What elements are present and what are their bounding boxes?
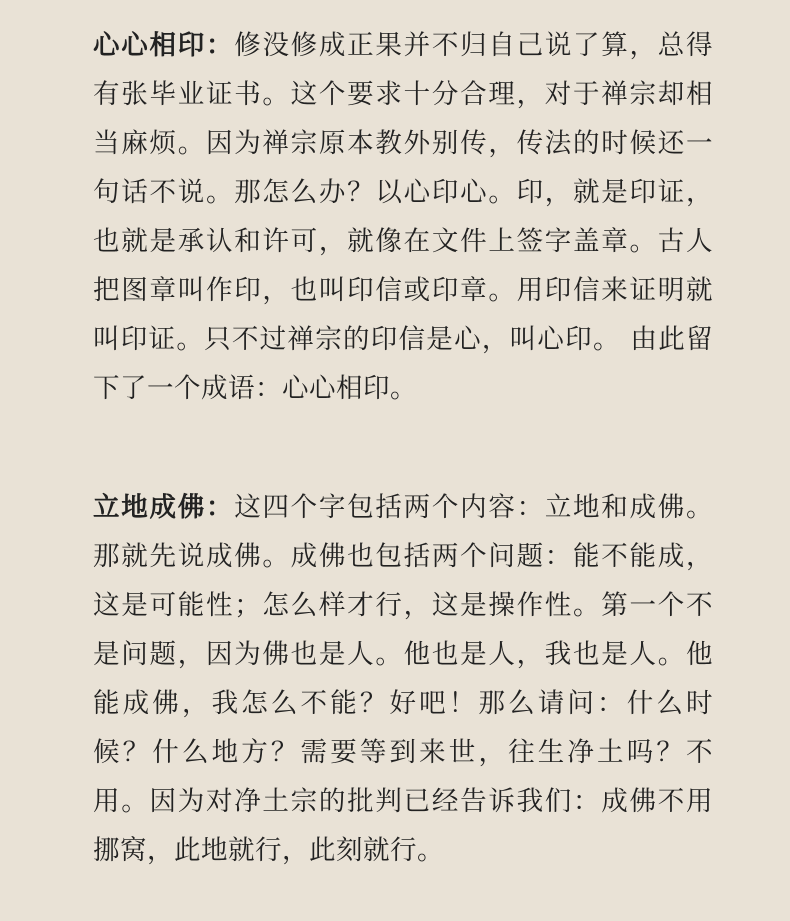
term-heading: 心心相印： xyxy=(93,30,235,61)
paragraph-body: 修没修成正果并不归自己说了算，总得有张毕业证书。这个要求十分合理，对于禅宗却相当麻烦。因为禅宗原本教外别传，传法的时候还一句话不说。那怎么办？以心印心。印，就是印证，也就是承认和许可，就像在文件上签字盖章。古人把图章叫作印，也叫印信或印章。用印信来证明就叫印证。只不过禅宗的印信是心，叫心印。 由此留下了一个成语：心心相印。 xyxy=(93,30,714,404)
paragraph-lidichengfo xyxy=(93,483,713,875)
paragraph-xinxinxiangyin xyxy=(93,21,713,413)
paragraph-body: 这四个字包括两个内容：立地和成佛。那就先说成佛。成佛也包括两个问题：能不能成，这是可能性；怎么样才行，这是操作性。第一个不是问题，因为佛也是人。他也是人，我也是人。他能成佛，我怎么不能？好吧！那么请问：什么时候？什么地方？需要等到来世，往生净土吗？不用。因为对净土宗的批判已经告诉我们：成佛不用挪窝，此地就行，此刻就行。 xyxy=(93,492,714,866)
term-heading: 立地成佛： xyxy=(93,492,235,523)
